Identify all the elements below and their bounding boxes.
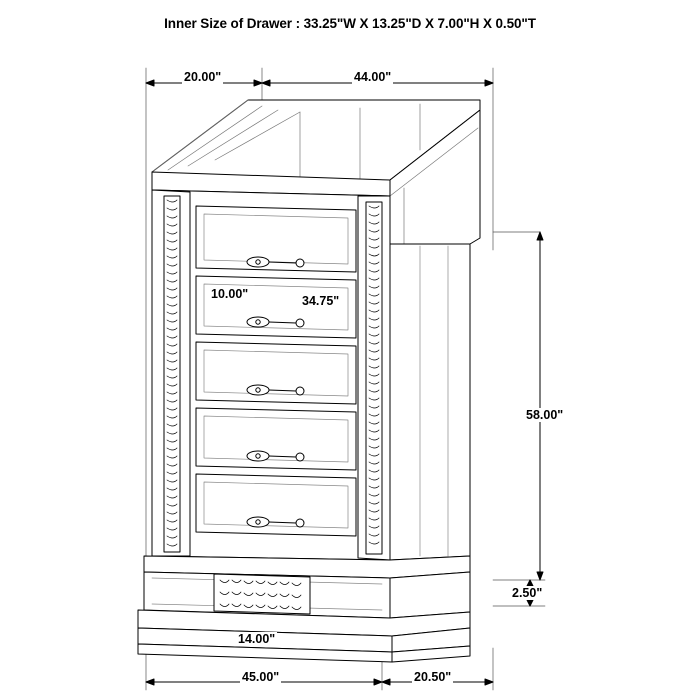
drawer-stack xyxy=(196,206,356,536)
dimension-line-height xyxy=(537,232,543,580)
dimension-label-depth-top: 20.00" xyxy=(184,70,222,84)
chest-side-lower xyxy=(390,244,470,560)
drawer-5 xyxy=(196,474,356,536)
drawer-4 xyxy=(196,408,356,470)
dimension-label-overall-depth: 20.50" xyxy=(414,670,452,684)
page-title: Inner Size of Drawer : 33.25"W X 13.25"D X 7.00"H X 0.50"T xyxy=(164,16,536,31)
dimension-label-base-inset: 14.00" xyxy=(238,632,276,646)
chest-outline xyxy=(138,100,480,662)
drawer-3 xyxy=(196,342,356,404)
dimension-label-width-top: 44.00" xyxy=(354,70,392,84)
dimension-label-total-height: 58.00" xyxy=(526,408,564,422)
dimension-label-drawer-height: 10.00" xyxy=(211,287,249,301)
dimension-label-overall-width: 45.00" xyxy=(242,670,280,684)
base-side xyxy=(390,572,470,618)
dimension-label-base-height: 2.50" xyxy=(512,586,543,600)
drawer-1 xyxy=(196,206,356,272)
dimension-label-drawer-width: 34.75" xyxy=(302,294,340,308)
